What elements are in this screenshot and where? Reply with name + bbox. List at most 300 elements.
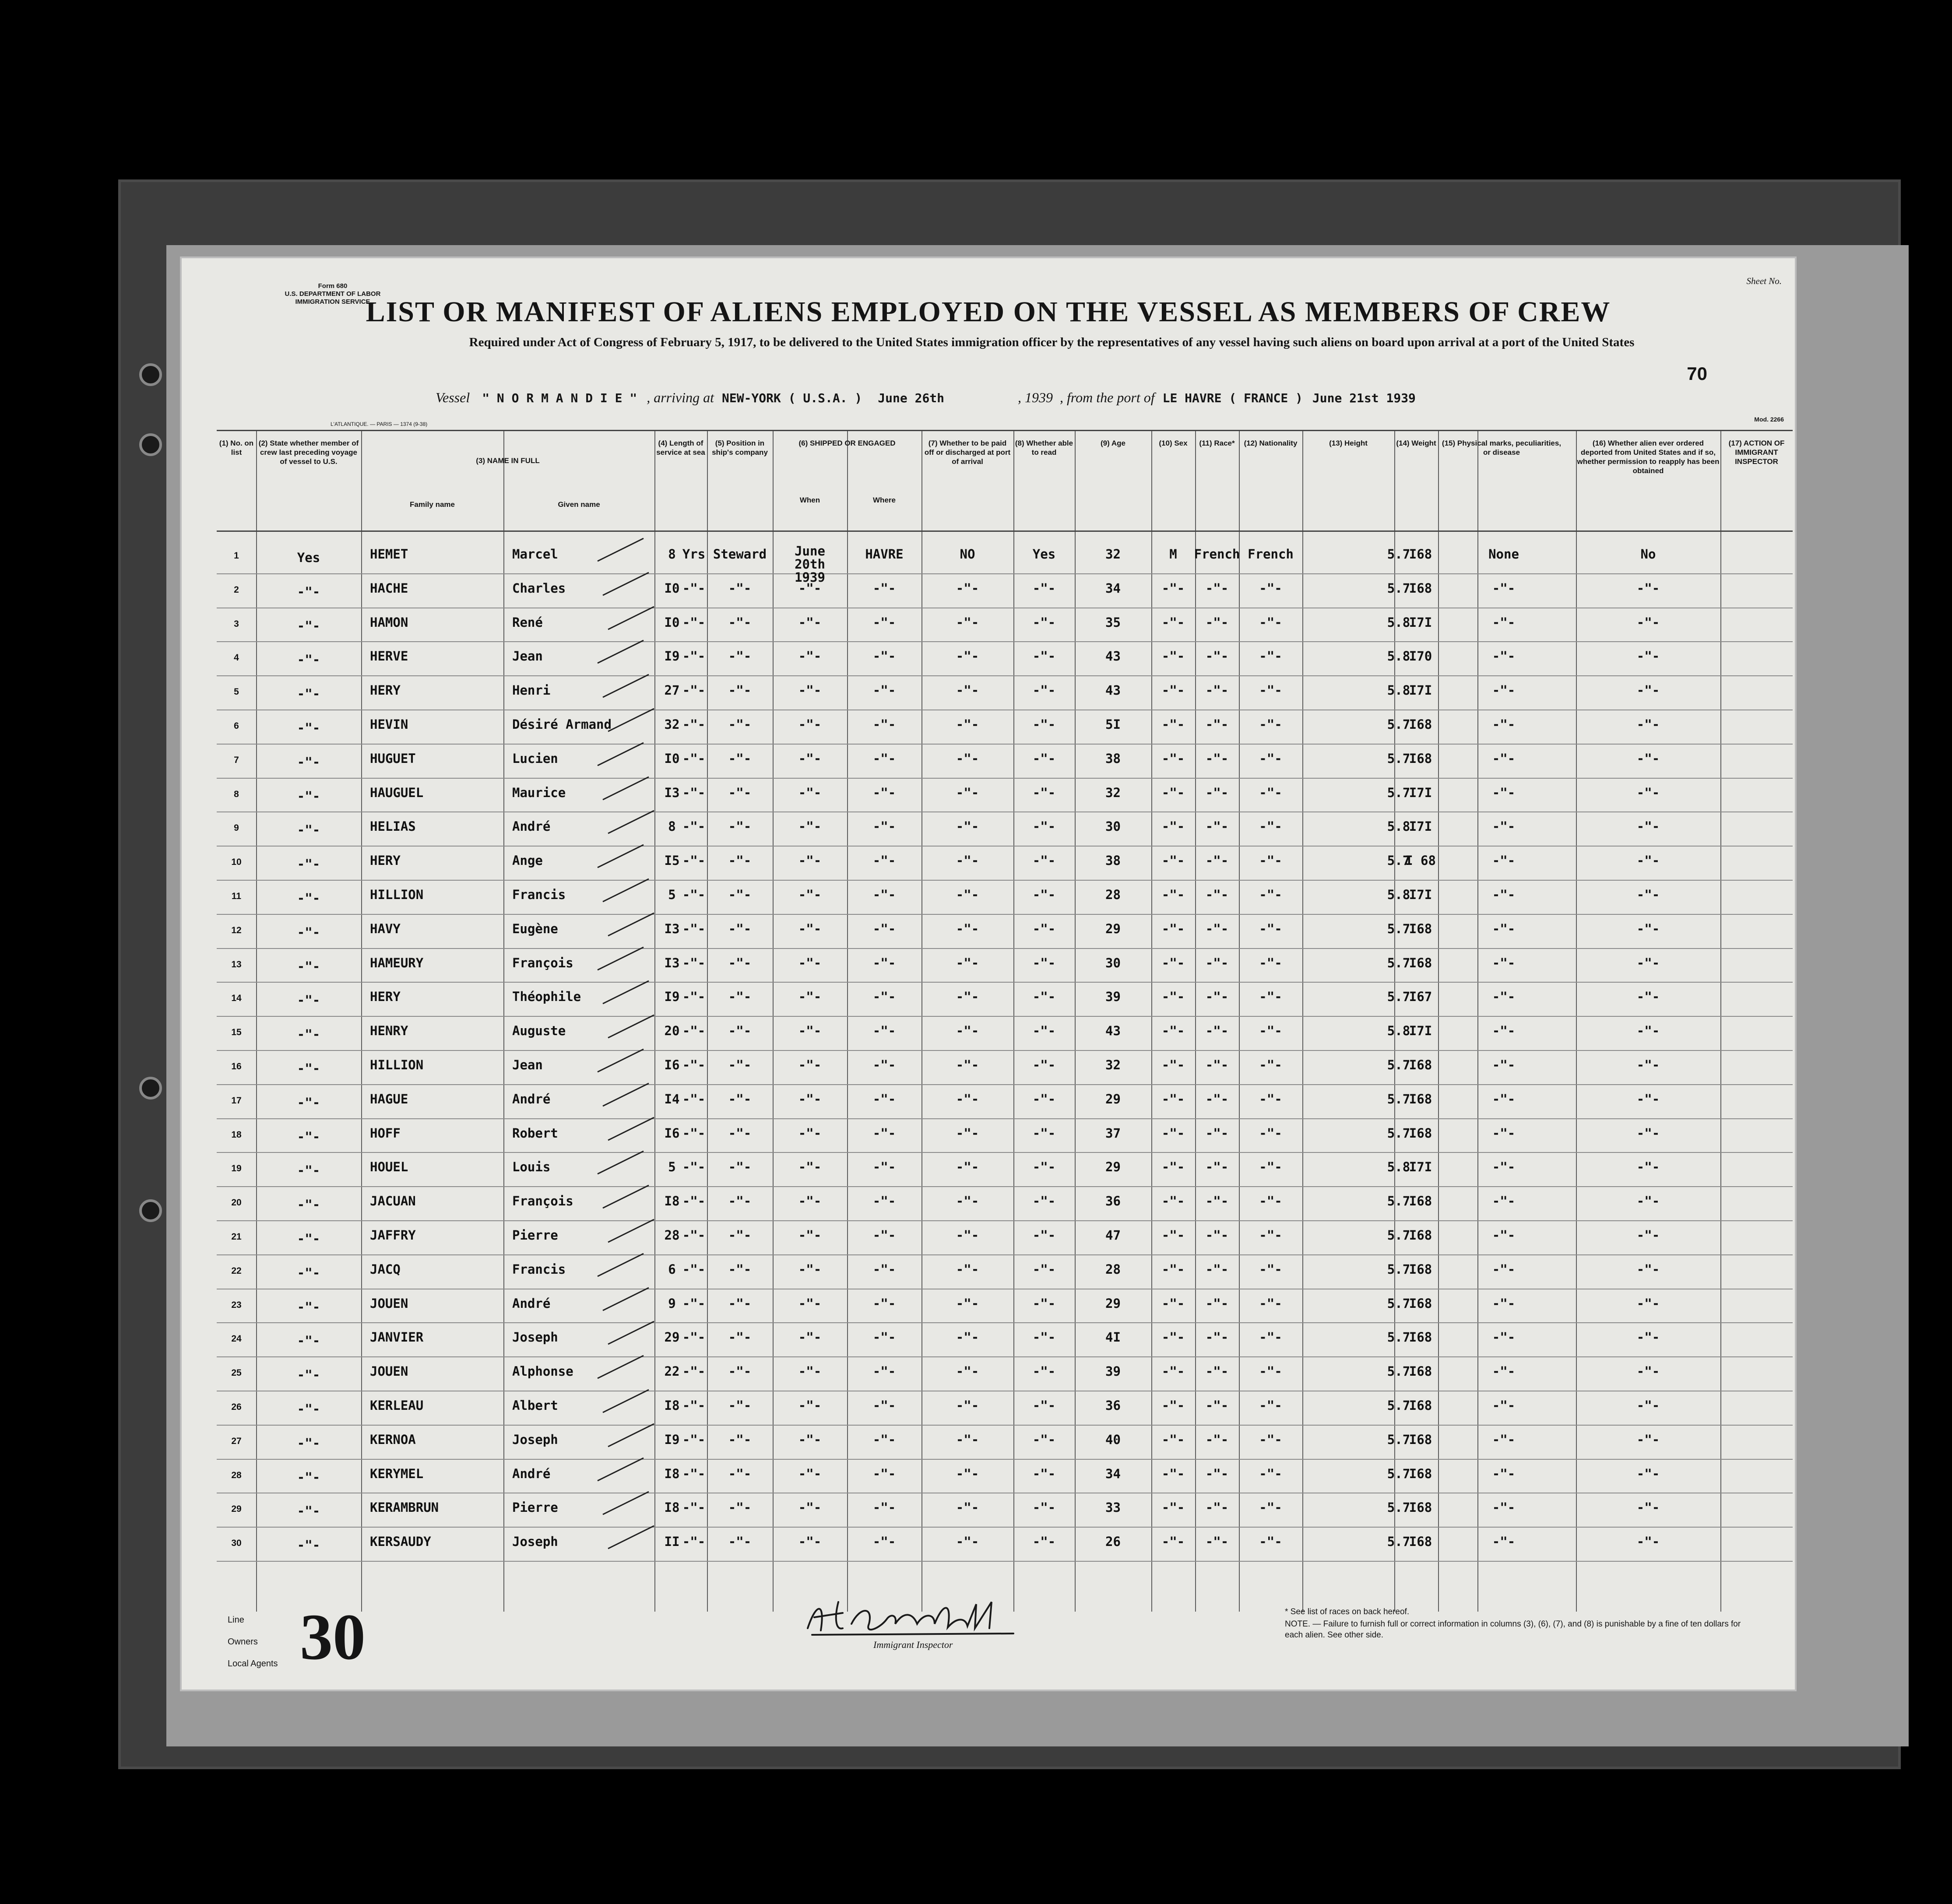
physical-marks-cell: -"- [1492,1534,1516,1549]
nationality-cell: -"- [1259,1364,1282,1379]
paid-off-cell: NO [960,547,975,562]
nationality-cell: -"- [1259,1466,1282,1481]
header-shipped-engaged: (6) SHIPPED OR ENGAGED [798,439,896,447]
paid-off-cell: -"- [956,1023,979,1039]
age-cell: 28 [1105,887,1121,902]
paid-off-cell: -"- [956,580,979,596]
service-unit-cell: -"- [682,751,706,766]
where-cell: -"- [872,989,896,1005]
service-years-cell: I4 [664,1091,680,1107]
race-cell: -"- [1205,1364,1229,1379]
age-cell: 36 [1105,1194,1121,1209]
manifest-sheet [182,258,1795,1690]
row-rule [217,744,1793,745]
service-years-cell: 9 [668,1296,676,1311]
sex-cell: M [1169,547,1177,562]
physical-marks-cell: -"- [1492,1194,1516,1209]
check-mark-icon [595,1046,648,1076]
sex-cell: -"- [1161,853,1185,868]
weight-cell: I7I [1409,819,1432,834]
service-years-cell: I3 [664,785,680,800]
last-voyage-cell: Yes [297,550,320,565]
physical-marks-cell: -"- [1492,717,1516,732]
given-name-cell: François [512,1194,573,1209]
weight-cell: I68 [1409,1534,1432,1549]
sex-cell: -"- [1161,921,1185,936]
height-cell: 5.8 [1387,615,1410,630]
header-inspector-action: (17) ACTION OF IMMIGRANT INSPECTOR [1728,439,1785,466]
check-mark-icon [601,1080,653,1110]
last-voyage-cell: -"- [297,924,320,940]
race-cell: -"- [1205,1466,1229,1481]
weight-cell: I68 [1409,751,1432,766]
when-cell: -"- [798,1364,822,1379]
age-cell: 29 [1105,1296,1121,1311]
physical-marks-cell: -"- [1492,649,1516,664]
race-cell: -"- [1205,1534,1229,1549]
deported-cell: -"- [1636,1534,1660,1549]
arriving-label: , arriving at [647,390,714,405]
family-name-cell: HUGUET [370,751,416,766]
paid-off-cell: -"- [956,717,979,732]
sex-cell: -"- [1161,1194,1185,1209]
family-name-cell: HAUGUEL [370,785,424,800]
sex-cell: -"- [1161,1534,1185,1549]
age-cell: 29 [1105,1091,1121,1107]
service-unit-cell: -"- [682,1023,706,1039]
position-cell: -"- [728,1534,752,1549]
last-voyage-cell: -"- [297,822,320,838]
service-years-cell: I5 [664,853,680,868]
family-name-cell: KERAMBRUN [370,1500,439,1515]
last-voyage-cell: -"- [297,1435,320,1451]
service-years-cell: 8 [668,547,676,562]
check-mark-icon [601,671,653,702]
family-name-cell: HILLION [370,1057,424,1072]
family-name-cell: HAVY [370,921,401,936]
service-unit-cell: -"- [682,717,706,732]
race-cell: -"- [1205,1296,1229,1311]
service-years-cell: I0 [664,751,680,766]
weight-cell: I68 [1409,1330,1432,1345]
family-name-cell: KERYMEL [370,1466,424,1481]
weight-cell: I68 [1409,1466,1432,1481]
age-cell: 39 [1105,1364,1121,1379]
height-cell: 5.7 [1387,1125,1410,1141]
row-number: 6 [234,721,239,731]
service-years-cell: I9 [664,649,680,664]
page-title: LIST OR MANIFEST OF ALIENS EMPLOYED ON THE VESSEL AS MEMBERS OF CREW [366,296,1611,328]
row-number: 30 [231,1538,242,1549]
age-cell: 43 [1105,649,1121,664]
deported-cell: -"- [1636,649,1660,664]
check-mark-icon [601,569,653,600]
given-name-cell: André [512,819,551,834]
row-number: 15 [231,1027,242,1038]
nationality-cell: -"- [1259,615,1282,630]
row-number: 10 [231,857,242,868]
paid-off-cell: -"- [956,615,979,630]
service-unit-cell: -"- [682,819,706,834]
paid-off-cell: -"- [956,751,979,766]
physical-marks-cell: -"- [1492,989,1516,1005]
where-cell: -"- [872,819,896,834]
physical-marks-cell: -"- [1492,1228,1516,1243]
service-unit-cell: -"- [682,1057,706,1072]
check-mark-icon [606,1318,658,1349]
given-name-cell: Alphonse [512,1364,573,1379]
when-cell: -"- [798,1125,822,1141]
printer-imprint: L'ATLANTIQUE. — PARIS — 1374 (9-38) [331,421,428,427]
paid-off-cell: -"- [956,1296,979,1311]
age-cell: 5I [1105,717,1121,732]
where-cell: -"- [872,1364,896,1379]
crew-manifest-table [217,430,1793,1612]
weight-cell: I70 [1409,649,1432,664]
weight-cell: I68 [1409,547,1432,562]
age-cell: 32 [1105,785,1121,800]
weight-cell: I68 [1409,1364,1432,1379]
where-cell: -"- [872,580,896,596]
row-rule [217,880,1793,881]
family-name-cell: JOUEN [370,1296,408,1311]
physical-marks-cell: -"- [1492,853,1516,868]
able-read-cell: -"- [1032,1159,1056,1175]
when-cell: -"- [798,751,822,766]
position-cell: -"- [728,1364,752,1379]
paid-off-cell: -"- [956,1159,979,1175]
row-rule [217,1152,1793,1153]
position-cell: -"- [728,580,752,596]
age-cell: 29 [1105,921,1121,936]
check-mark-icon [595,1454,648,1485]
family-name-cell: HERVE [370,649,408,664]
when-cell: -"- [798,1228,822,1243]
deported-cell: -"- [1636,1466,1660,1481]
race-cell: -"- [1205,1500,1229,1515]
able-read-cell: -"- [1032,683,1056,698]
physical-marks-cell: -"- [1492,751,1516,766]
age-cell: 37 [1105,1125,1121,1141]
last-voyage-cell: -"- [297,1538,320,1553]
service-years-cell: 22 [664,1364,680,1379]
when-cell: -"- [798,683,822,698]
deported-cell: -"- [1636,819,1660,834]
deported-cell: -"- [1636,1364,1660,1379]
height-cell: 5.7 [1387,1296,1410,1311]
age-cell: 38 [1105,751,1121,766]
check-mark-icon [606,807,658,838]
binder-hole [139,1077,162,1100]
binder-hole [139,1199,162,1222]
paid-off-cell: -"- [956,1125,979,1141]
when-cell: -"- [798,1194,822,1209]
age-cell: 35 [1105,615,1121,630]
weight-cell: I7I [1409,1159,1432,1175]
physical-marks-cell: -"- [1492,1500,1516,1515]
height-cell: 5.7 [1387,853,1410,868]
row-number: 28 [231,1470,242,1480]
height-cell: 5.7 [1387,921,1410,936]
race-cell: -"- [1205,1398,1229,1413]
physical-marks-cell: -"- [1492,683,1516,698]
where-cell: -"- [872,853,896,868]
family-name-cell: HERY [370,989,401,1005]
check-mark-icon [595,739,648,770]
weight-cell: I68 [1409,717,1432,732]
nationality-cell: French [1248,547,1294,562]
row-number: 20 [231,1198,242,1208]
header-position: (5) Position in ship's company [712,439,768,457]
given-name-cell: Francis [512,1261,566,1277]
row-number: 7 [234,755,239,765]
service-years-cell: 29 [664,1330,680,1345]
service: IMMIGRATION SERVICE [295,298,370,306]
age-cell: 43 [1105,683,1121,698]
height-cell: 5.7 [1387,547,1410,562]
check-mark-icon [601,1488,653,1519]
position-cell: -"- [728,1500,752,1515]
header-nationality: (12) Nationality [1244,439,1298,447]
row-rule [217,1186,1793,1187]
row-number: 14 [231,993,242,1004]
where-cell: -"- [872,1466,896,1481]
service-years-cell: 27 [664,683,680,698]
race-cell: French [1194,547,1240,562]
given-name-cell: Marcel [512,547,558,562]
row-number: 2 [234,584,239,595]
paid-off-cell: -"- [956,955,979,970]
deported-cell: -"- [1636,1125,1660,1141]
where-cell: -"- [872,1023,896,1039]
height-cell: 5.7 [1387,751,1410,766]
where-cell: -"- [872,1330,896,1345]
able-read-cell: -"- [1032,1296,1056,1311]
check-mark-icon [606,1216,658,1247]
position-cell: -"- [728,785,752,800]
family-name-cell: JANVIER [370,1330,424,1345]
service-years-cell: I3 [664,921,680,936]
check-mark-icon [606,1522,658,1553]
physical-marks-cell: -"- [1492,1091,1516,1107]
nationality-cell: -"- [1259,580,1282,596]
service-unit-cell: -"- [682,853,706,868]
able-read-cell: -"- [1032,1125,1056,1141]
binder-hole [139,433,162,456]
last-voyage-cell: -"- [297,857,320,872]
given-name-cell: Albert [512,1398,558,1413]
row-rule [217,1050,1793,1051]
sex-cell: -"- [1161,1500,1185,1515]
given-name-cell: Eugène [512,921,558,936]
where-cell: -"- [872,1432,896,1447]
deported-cell: -"- [1636,887,1660,902]
position-cell: -"- [728,615,752,630]
sex-cell: -"- [1161,751,1185,766]
weight-cell: I7I [1409,887,1432,902]
given-name-cell: Joseph [512,1330,558,1345]
when-cell: -"- [798,955,822,970]
sex-cell: -"- [1161,1125,1185,1141]
deported-cell: -"- [1636,785,1660,800]
where-cell: -"- [872,1261,896,1277]
nationality-cell: -"- [1259,649,1282,664]
deported-cell: -"- [1636,1296,1660,1311]
check-mark-icon [595,944,648,974]
row-number: 19 [231,1163,242,1174]
when-cell: -"- [798,1466,822,1481]
height-cell: 5.8 [1387,887,1410,902]
position-cell: -"- [728,887,752,902]
service-years-cell: 32 [664,717,680,732]
where-cell: -"- [872,887,896,902]
service-years-cell: I9 [664,989,680,1005]
height-cell: 5.8 [1387,649,1410,664]
deported-cell: -"- [1636,717,1660,732]
header-physical-marks: (15) Physical marks, peculiarities, or disease [1442,439,1562,457]
sex-cell: -"- [1161,1159,1185,1175]
row-rule [217,1561,1793,1562]
race-cell: -"- [1205,1432,1229,1447]
where-cell: -"- [872,683,896,698]
given-name-cell: Joseph [512,1432,558,1447]
physical-marks-cell: -"- [1492,1364,1516,1379]
last-voyage-cell: -"- [297,959,320,974]
when-cell: -"- [798,1023,822,1039]
deported-cell: -"- [1636,751,1660,766]
header-name-in-full: (3) NAME IN FULL [476,457,540,465]
service-unit-cell: -"- [682,989,706,1005]
row-rule [217,1118,1793,1119]
service-years-cell: I0 [664,615,680,630]
paid-off-cell: -"- [956,1228,979,1243]
age-cell: 4I [1105,1330,1121,1345]
given-name-cell: François [512,955,573,970]
service-unit-cell: -"- [682,1228,706,1243]
row-rule [217,1016,1793,1017]
position-cell: -"- [728,921,752,936]
position-cell: -"- [728,1057,752,1072]
able-read-cell: -"- [1032,615,1056,630]
department: U.S. DEPARTMENT OF LABOR [285,290,381,298]
where-cell: -"- [872,1091,896,1107]
row-number: 13 [231,959,242,970]
deported-cell: -"- [1636,1057,1660,1072]
paid-off-cell: -"- [956,1500,979,1515]
row-rule [217,1425,1793,1426]
header-paid-off: (7) Whether to be paid off or discharged at port of arrival [924,439,1011,466]
given-name-cell: Francis [512,887,566,902]
service-years-cell: I8 [664,1466,680,1481]
when-cell: -"- [798,1500,822,1515]
height-cell: 5.7 [1387,1466,1410,1481]
height-cell: 5.7 [1387,1330,1410,1345]
given-name-cell: Henri [512,683,551,698]
height-cell: 5.7 [1387,717,1410,732]
service-unit-cell: -"- [682,1159,706,1175]
last-voyage-cell: -"- [297,1299,320,1314]
service-years-cell: I6 [664,1125,680,1141]
paid-off-cell: -"- [956,1057,979,1072]
given-name-cell: Jean [512,1057,543,1072]
height-cell: 5.7 [1387,1194,1410,1209]
nationality-cell: -"- [1259,1125,1282,1141]
weight-cell: I68 [1409,1228,1432,1243]
service-years-cell: I3 [664,955,680,970]
service-unit-cell: -"- [682,1125,706,1141]
header-no-on-list: (1) No. on list [219,439,254,457]
form-number: Form 680 [318,282,348,290]
when-cell: -"- [798,717,822,732]
departure-date: June 21st 1939 [1312,391,1416,405]
age-cell: 30 [1105,819,1121,834]
when-cell: -"- [798,1091,822,1107]
paid-off-cell: -"- [956,921,979,936]
nationality-cell: -"- [1259,1500,1282,1515]
paid-off-cell: -"- [956,1091,979,1107]
family-name-cell: JAFFRY [370,1228,416,1243]
row-rule [217,811,1793,812]
able-read-cell: -"- [1032,921,1056,936]
physical-marks-cell: -"- [1492,1330,1516,1345]
row-rule [217,1322,1793,1323]
weight-cell: I68 [1409,1432,1432,1447]
row-rule [217,573,1793,574]
weight-cell: I68 [1409,955,1432,970]
header-last-voyage: (2) State whether member of crew last preceding voyage of vessel to U.S. [258,439,359,466]
nationality-cell: -"- [1259,989,1282,1005]
line-label: Line [228,1615,244,1625]
header-when: When [799,496,820,504]
position-cell: -"- [728,1125,752,1141]
nationality-cell: -"- [1259,1159,1282,1175]
family-name-cell: HAGUE [370,1091,408,1107]
when-cell: -"- [798,921,822,936]
able-read-cell: -"- [1032,819,1056,834]
position-cell: -"- [728,1194,752,1209]
height-cell: 5.7 [1387,785,1410,800]
height-cell: 5.7 [1387,1364,1410,1379]
local-agents-label: Local Agents [228,1659,278,1669]
age-cell: 29 [1105,1159,1121,1175]
given-name-cell: André [512,1091,551,1107]
paid-off-cell: -"- [956,819,979,834]
weight-cell: I7I [1409,1023,1432,1039]
able-read-cell: -"- [1032,1261,1056,1277]
height-cell: 5.7 [1387,580,1410,596]
position-cell: -"- [728,649,752,664]
deported-cell: -"- [1636,1500,1660,1515]
weight-cell: I68 [1409,1398,1432,1413]
form-mod-number: Mod. 2266 [1754,416,1784,423]
row-number: 17 [231,1095,242,1106]
paid-off-cell: -"- [956,1398,979,1413]
race-cell: -"- [1205,717,1229,732]
given-name-cell: Ange [512,853,543,868]
sex-cell: -"- [1161,785,1185,800]
row-rule [217,1356,1793,1357]
owners-label: Owners [228,1637,258,1647]
position-cell: -"- [728,955,752,970]
when-cell: -"- [798,1534,822,1549]
able-read-cell: -"- [1032,580,1056,596]
position-cell: -"- [728,1261,752,1277]
family-name-cell: KERNOA [370,1432,416,1447]
physical-marks-cell: -"- [1492,887,1516,902]
able-read-cell: -"- [1032,1091,1056,1107]
physical-marks-cell: -"- [1492,1057,1516,1072]
last-voyage-cell: -"- [297,1265,320,1280]
